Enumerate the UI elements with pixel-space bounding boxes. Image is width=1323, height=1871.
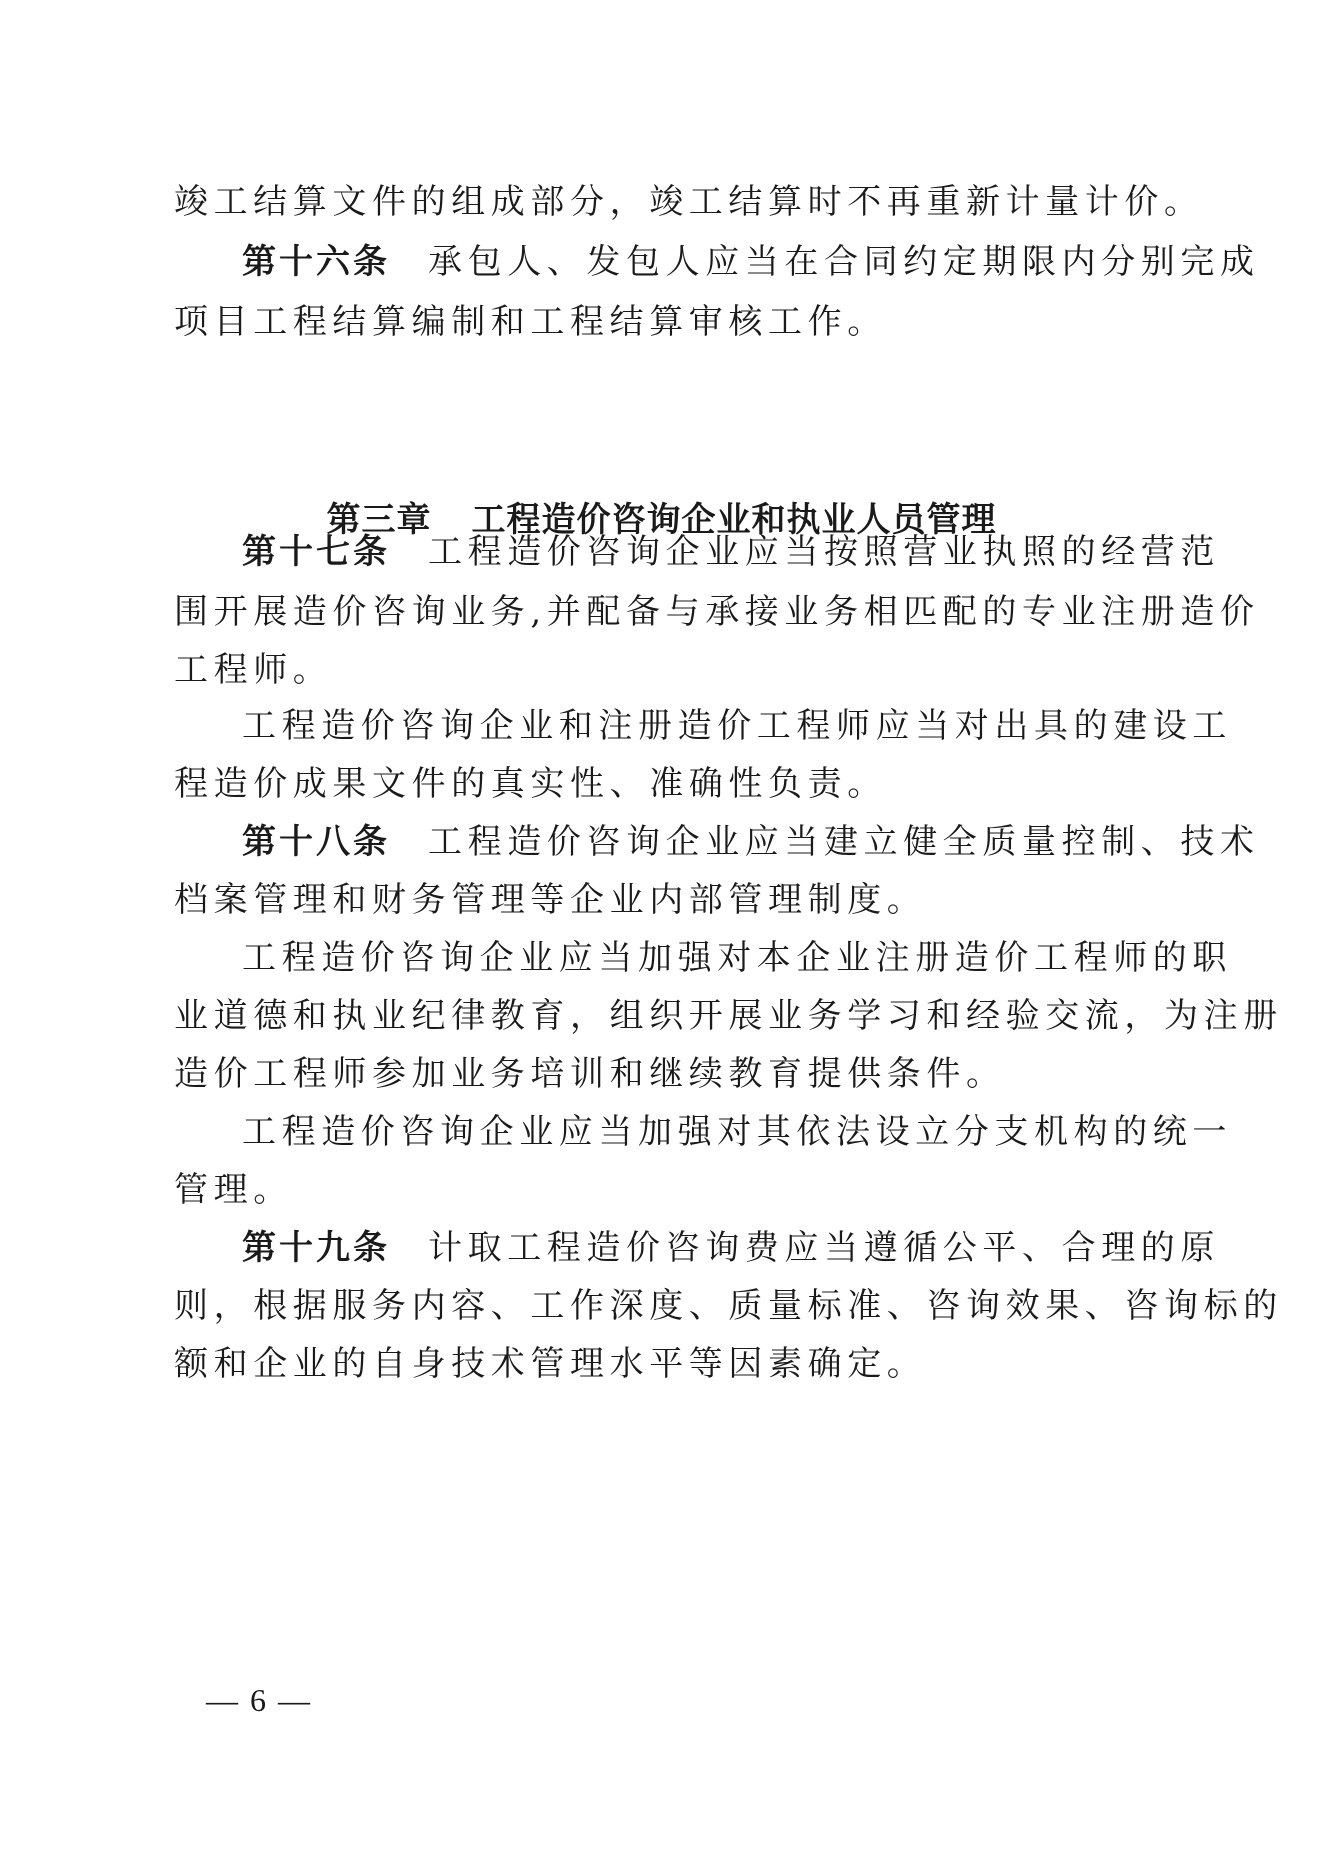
paragraph-line: 管理。 [174, 1170, 293, 1210]
paragraph-line: 则，根据服务内容、工作深度、质量标准、咨询效果、咨询标的 [174, 1286, 1283, 1326]
paragraph-line: 额和企业的自身技术管理水平等因素确定。 [174, 1344, 927, 1384]
article-18-first-line [242, 818, 1260, 866]
page-number: — 6 — [206, 1682, 312, 1718]
paragraph-line: 项目工程结算编制和工程结算审核工作。 [174, 302, 887, 342]
article-17-first-line [242, 528, 1220, 576]
paragraph-line: 程造价成果文件的真实性、准确性负责。 [174, 764, 887, 804]
paragraph-line: 工程师。 [174, 650, 333, 690]
article-19-label: 第十九条 [242, 1228, 390, 1268]
paragraph-line: 业道德和执业纪律教育，组织开展业务学习和经验交流，为注册 [174, 996, 1283, 1036]
paragraph-line: 工程造价咨询企业应当加强对其依法设立分支机构的统一 [242, 1112, 1232, 1152]
article-16-first-line [242, 238, 1260, 286]
paragraph-line: 围开展造价咨询业务,并配备与承接业务相匹配的专业注册造价 [174, 592, 1260, 632]
chapter-title: 工程造价咨询企业和执业人员管理 [471, 500, 997, 540]
article-19-text: 计取工程造价咨询费应当遵循公平、合理的原 [428, 1228, 1220, 1268]
article-18-label: 第十八条 [242, 822, 390, 862]
article-17-text: 工程造价咨询企业应当按照营业执照的经营范 [428, 532, 1220, 572]
paragraph-line: 工程造价咨询企业和注册造价工程师应当对出具的建设工 [242, 706, 1232, 746]
paragraph-line: 竣工结算文件的组成部分，竣工结算时不再重新计量计价。 [174, 182, 1204, 222]
chapter-number: 第三章 [326, 500, 432, 540]
article-19-first-line [242, 1224, 1220, 1272]
article-16-text: 承包人、发包人应当在合同约定期限内分别完成 [428, 242, 1260, 282]
article-16-label: 第十六条 [242, 242, 390, 282]
article-17-label: 第十七条 [242, 532, 390, 572]
paragraph-line: 造价工程师参加业务培训和继续教育提供条件。 [174, 1054, 1006, 1094]
paragraph-line: 档案管理和财务管理等企业内部管理制度。 [174, 880, 927, 920]
article-18-text: 工程造价咨询企业应当建立健全质量控制、技术 [428, 822, 1260, 862]
paragraph-line: 工程造价咨询企业应当加强对本企业注册造价工程师的职 [242, 938, 1232, 978]
